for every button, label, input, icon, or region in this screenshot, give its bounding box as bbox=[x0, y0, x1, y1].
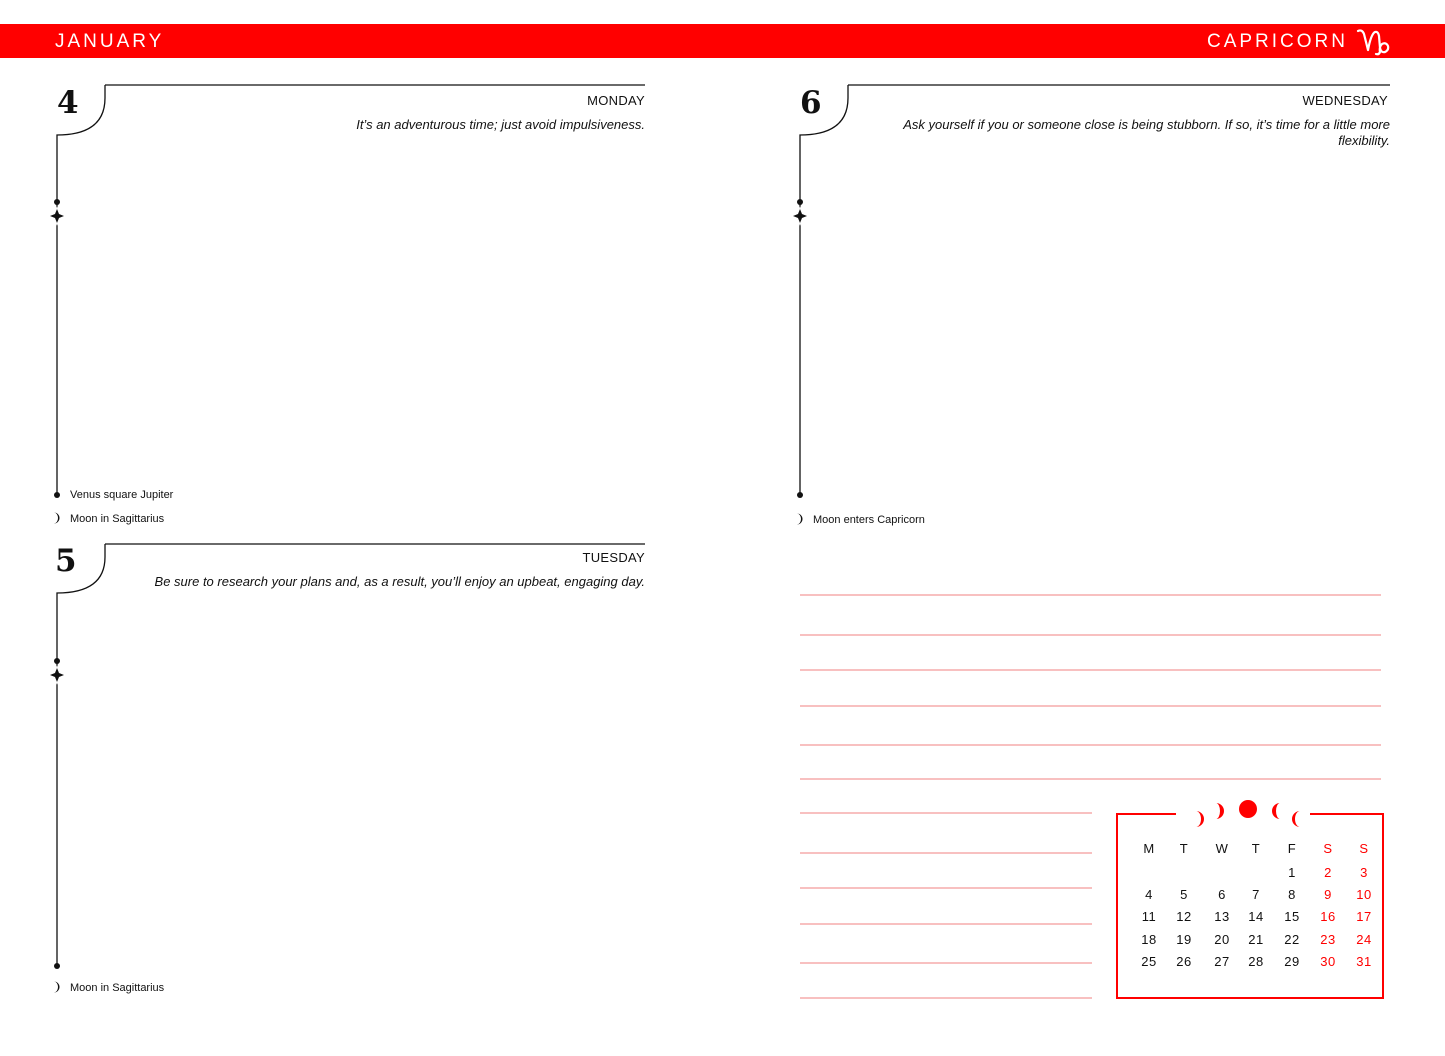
weekday-label: WEDNESDAY bbox=[1302, 93, 1388, 108]
calendar-day: 9 bbox=[1324, 887, 1332, 902]
waning-gibbous-icon bbox=[1272, 803, 1280, 819]
event-moon-sign: Moon in Sagittarius bbox=[70, 982, 165, 994]
calendar-weekday-header: F bbox=[1287, 841, 1297, 856]
weekday-label: TUESDAY bbox=[582, 550, 645, 565]
calendar-day: 28 bbox=[1248, 954, 1264, 969]
month-title: JANUARY bbox=[55, 31, 165, 52]
horoscope-text: Ask yourself if you or someone close is being stubborn. If so, it’s time for a little more flexibility. bbox=[903, 117, 1390, 148]
calendar-day: 2 bbox=[1324, 865, 1332, 880]
calendar-weekday-header: M bbox=[1143, 841, 1155, 856]
calendar-day: 30 bbox=[1320, 954, 1336, 969]
calendar-weekday-header: W bbox=[1215, 841, 1229, 856]
calendar-day: 12 bbox=[1176, 909, 1192, 924]
calendar-day: 24 bbox=[1356, 932, 1372, 947]
waning-crescent-icon bbox=[1292, 811, 1300, 827]
calendar-day: 26 bbox=[1176, 954, 1192, 969]
day-number: 4 bbox=[57, 85, 79, 121]
waxing-gibbous-icon bbox=[1216, 803, 1224, 819]
calendar-day: 27 bbox=[1214, 954, 1230, 969]
event-venus-square-jupiter: Venus square Jupiter bbox=[70, 489, 174, 501]
calendar-day: 25 bbox=[1141, 954, 1157, 969]
waxing-crescent-icon bbox=[1196, 811, 1204, 827]
calendar-day: 20 bbox=[1214, 932, 1230, 947]
calendar-day: 21 bbox=[1248, 932, 1264, 947]
calendar-day: 7 bbox=[1252, 887, 1260, 902]
calendar-weekday-header: T bbox=[1179, 841, 1189, 856]
calendar-weekday-header: T bbox=[1251, 841, 1261, 856]
day-number: 6 bbox=[800, 85, 822, 121]
calendar-day: 6 bbox=[1218, 887, 1226, 902]
calendar-day: 10 bbox=[1356, 887, 1372, 902]
calendar-weekday-header: S bbox=[1359, 841, 1369, 856]
calendar-day: 18 bbox=[1141, 932, 1157, 947]
horoscope-text: It’s an adventurous time; just avoid impulsiveness. bbox=[356, 117, 645, 132]
calendar-day: 14 bbox=[1248, 909, 1264, 924]
horoscope-text: Be sure to research your plans and, as a result, you’ll enjoy an upbeat, engaging day. bbox=[154, 574, 645, 589]
calendar-day: 31 bbox=[1356, 954, 1372, 969]
day-number: 5 bbox=[55, 543, 77, 579]
calendar-day: 1 bbox=[1288, 865, 1296, 880]
calendar-day: 4 bbox=[1145, 887, 1153, 902]
calendar-day: 3 bbox=[1360, 865, 1368, 880]
calendar-day: 22 bbox=[1284, 932, 1300, 947]
calendar-weekday-header: S bbox=[1323, 841, 1333, 856]
weekday-label: MONDAY bbox=[587, 93, 645, 108]
calendar-day: 19 bbox=[1176, 932, 1192, 947]
calendar-day: 11 bbox=[1141, 909, 1157, 924]
calendar-day: 8 bbox=[1288, 887, 1296, 902]
event-moon-sign: Moon enters Capricorn bbox=[813, 514, 925, 526]
event-moon-sign: Moon in Sagittarius bbox=[70, 513, 165, 525]
calendar-day: 29 bbox=[1284, 954, 1300, 969]
calendar-day: 23 bbox=[1320, 932, 1336, 947]
calendar-day: 5 bbox=[1180, 887, 1188, 902]
calendar-day: 13 bbox=[1214, 909, 1230, 924]
moon-phase-strip bbox=[1176, 798, 1310, 830]
calendar-day: 16 bbox=[1320, 909, 1336, 924]
zodiac-sign-title: CAPRICORN bbox=[1206, 31, 1348, 52]
full-moon-icon bbox=[1239, 800, 1257, 818]
calendar-day: 15 bbox=[1284, 909, 1300, 924]
calendar-day: 17 bbox=[1356, 909, 1372, 924]
